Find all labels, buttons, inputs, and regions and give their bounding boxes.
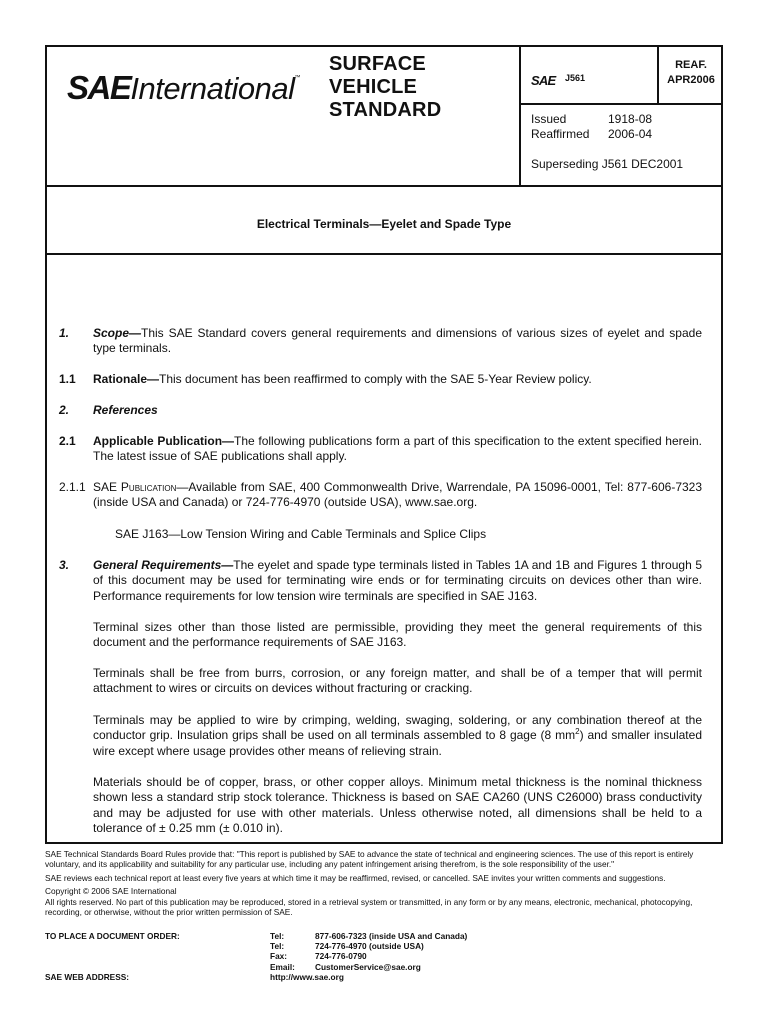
web-label: SAE WEB ADDRESS: <box>45 972 130 982</box>
standard-type-title <box>329 53 519 122</box>
section-body: This document has been reaffirmed to comply with the SAE 5-Year Review policy. <box>159 372 592 386</box>
paragraph-text: Terminals shall be free from burrs, corrosion, or any foreign matter, and shall be of a temper that will permit attachment to wires or circuits on devices without fracturing or cracking. <box>93 666 702 696</box>
section-text <box>93 558 702 604</box>
document-header <box>47 47 721 187</box>
document-title-row <box>47 187 721 255</box>
paragraph-part: ) and smaller insulated wire except where usage provides other means of relieving strain. <box>93 728 702 758</box>
paragraph-text: Materials should be of copper, brass, or other copper alloys. Minimum metal thickness is the nominal thickness shown less a standard strip stock tolerance. Thickness is based on SAE CA260 (UNS C26000) brass conductivity and may be adjusted for use with other materials. Unless otherwise noted, all dimensions shall be held to a tolerance of ± 0.25 mm (± 0.010 in). <box>93 775 702 836</box>
paragraph-part: Terminals may be applied to wire by crimping, welding, swaging, soldering, or any combination thereof at the conductor grip. Insulation grips shall be used on all terminals assembled to 8 gage (8 mm <box>93 713 702 743</box>
document-frame <box>45 45 723 844</box>
section-heading: Scope— <box>93 326 142 340</box>
section-text <box>93 403 702 418</box>
contact-label: Tel: <box>270 931 285 941</box>
section-body: The following publications form a part of this specification to the extent specified herein. The latest issue of SAE publications shall apply. <box>93 434 703 464</box>
web-address-link[interactable]: http://www.sae.org <box>270 972 344 982</box>
copyright-text: Copyright © 2006 SAE International <box>45 886 177 897</box>
reaf-date: APR2006 <box>667 74 715 86</box>
contact-value[interactable]: 724-776-4970 (outside USA) <box>315 941 424 951</box>
section-heading: References <box>93 403 158 417</box>
section-number: 1. <box>59 326 70 340</box>
section-body: This SAE Standard covers general requirements and dimensions of various sizes of eyelet and spade type terminals. <box>93 326 702 356</box>
section-text <box>93 434 702 465</box>
superscript: 2 <box>575 727 580 737</box>
paragraph-text <box>93 713 702 759</box>
title-line: VEHICLE <box>329 76 418 98</box>
document-title: Electrical Terminals—Eyelet and Spade Type <box>256 217 512 231</box>
section-body: The eyelet and spade type terminals listed in Tables 1A and 1B and Figures 1 through 5 of this document may be used for terminating wire ends or for terminating circuits on devices other than wire. Performance requirements for low tension wire terminals are specified in SAE J163. <box>93 558 702 603</box>
board-rules-text: SAE Technical Standards Board Rules provide that: "This report is published by SAE to advance the state of technical and engineering sciences. The use of this report is entirely voluntary, and its applicability and suitability for any particular use, including any patent infringement arising therefrom, is the sole responsibility of the user." <box>45 849 694 870</box>
section-number: 2. <box>59 403 70 417</box>
paragraph-text: Terminal sizes other than those listed are permissible, providing they meet the general requirements of this document and the performance requirements of SAE J163. <box>93 620 702 650</box>
contact-label: Tel: <box>270 941 285 951</box>
contact-value[interactable]: 724-776-0790 <box>315 951 367 961</box>
reference-text: SAE J163—Low Tension Wiring and Cable Terminals and Splice Clips <box>115 527 487 541</box>
contact-label: Email: <box>270 962 295 972</box>
contact-value[interactable]: 877-606-7323 (inside USA and Canada) <box>315 931 468 941</box>
issued-label: Issued <box>531 112 567 126</box>
section-heading: Applicable Publication— <box>93 434 235 448</box>
reaffirmed-label: Reaffirmed <box>531 127 590 141</box>
reaffirmed-value: 2006-04 <box>608 127 653 141</box>
issued-value: 1918-08 <box>608 112 653 126</box>
section-number: 2.1 <box>59 434 76 448</box>
reaf-label: REAF. <box>675 59 707 71</box>
reaffirmation-cell <box>657 47 721 105</box>
section-heading: SAE Publication <box>93 480 177 494</box>
section-number: 3. <box>59 558 70 572</box>
sae-international-logo <box>67 69 300 107</box>
logo-trademark: ™ <box>294 75 301 81</box>
section-text <box>93 326 702 357</box>
title-line: STANDARD <box>329 99 442 121</box>
section-body: —Available from SAE, 400 Commonwealth Drive, Warrendale, PA 15096-0001, Tel: 877-606-7323 (inside USA and Canada) or 724-776-4970 (outside USA), www.sae.org. <box>93 480 703 510</box>
section-text <box>93 480 702 511</box>
title-line: SURFACE <box>329 53 426 75</box>
logo-cell <box>47 47 320 185</box>
section-number: 2.1.1 <box>59 480 86 494</box>
logo-sae: SAE <box>67 69 131 106</box>
superseding-note: Superseding J561 DEC2001 <box>531 157 684 171</box>
id-sae-mark: SAE <box>531 73 556 88</box>
document-number: J561 <box>565 73 586 83</box>
section-text <box>93 372 702 387</box>
section-heading: General Requirements— <box>93 558 234 572</box>
email-link[interactable]: CustomerService@sae.org <box>315 962 421 972</box>
order-label: TO PLACE A DOCUMENT ORDER: <box>45 931 180 941</box>
review-text: SAE reviews each technical report at least every five years at which time it may be reaffirmed, revised, or cancelled. SAE invites your written comments and suggestions. <box>45 872 666 883</box>
contact-label: Fax: <box>270 951 288 961</box>
issue-info-cell <box>519 105 721 185</box>
section-heading: Rationale— <box>93 372 160 386</box>
logo-international: International <box>130 71 295 106</box>
document-id-cell <box>519 47 657 105</box>
rights-text: All rights reserved. No part of this publication may be reproduced, stored in a retrieval system or transmitted, in any form or by any means, electronic, mechanical, photocopying, recording, or otherwise, without the prior written permission of SAE. <box>45 896 693 918</box>
section-number: 1.1 <box>59 372 76 386</box>
legal-footer <box>45 849 725 920</box>
